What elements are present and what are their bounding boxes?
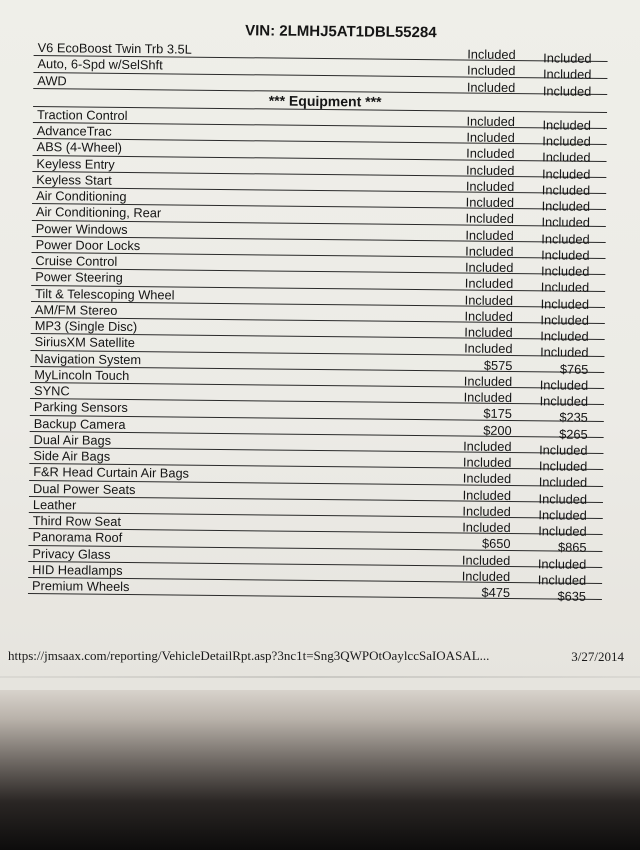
invoice-value: $265 bbox=[559, 426, 588, 442]
msrp-value: Included bbox=[465, 178, 515, 194]
invoice-value: Included bbox=[542, 133, 591, 149]
msrp-value: Included bbox=[466, 113, 516, 129]
invoice-value: Included bbox=[542, 149, 591, 166]
item-label: AM/FM Stereo bbox=[34, 301, 118, 318]
msrp-value: Included bbox=[466, 79, 516, 95]
msrp-value: Included bbox=[465, 243, 514, 259]
msrp-value: Included bbox=[464, 324, 513, 341]
invoice-value: Included bbox=[537, 555, 587, 572]
msrp-value: Included bbox=[464, 292, 514, 308]
msrp-value: Included bbox=[462, 487, 512, 503]
msrp-value: Included bbox=[465, 194, 515, 211]
msrp-value: Included bbox=[464, 259, 514, 276]
msrp-value: Included bbox=[463, 438, 512, 454]
invoice-value: Included bbox=[541, 198, 591, 214]
msrp-value: Included bbox=[467, 46, 516, 63]
msrp-value: Included bbox=[462, 519, 511, 536]
msrp-value: Included bbox=[464, 340, 513, 357]
item-label: Dual Power Seats bbox=[32, 480, 136, 497]
invoice-value: Included bbox=[539, 393, 589, 409]
item-label: Keyless Entry bbox=[36, 155, 115, 172]
item-label: Cruise Control bbox=[35, 253, 118, 269]
item-label: Premium Wheels bbox=[31, 578, 130, 595]
msrp-value: Included bbox=[466, 129, 515, 146]
item-label: Air Conditioning, Rear bbox=[35, 204, 162, 221]
msrp-value: $175 bbox=[483, 405, 512, 422]
invoice-value: Included bbox=[540, 279, 590, 296]
item-label: Side Air Bags bbox=[33, 448, 111, 464]
msrp-value: Included bbox=[465, 162, 515, 178]
invoice-value: Included bbox=[540, 312, 589, 328]
invoice-value: Included bbox=[540, 295, 590, 312]
invoice-value: Included bbox=[541, 247, 590, 263]
item-label: Keyless Start bbox=[36, 171, 112, 188]
item-label: Auto, 6-Spd w/SelShft bbox=[37, 56, 163, 73]
item-label: Power Steering bbox=[35, 269, 123, 286]
msrp-value: Included bbox=[461, 552, 511, 568]
footer-date: 3/27/2014 bbox=[571, 649, 624, 664]
item-label: Parking Sensors bbox=[33, 399, 128, 416]
page-crease bbox=[0, 676, 640, 678]
msrp-value: Included bbox=[462, 470, 512, 487]
item-label: Backup Camera bbox=[33, 415, 126, 432]
invoice-value: $635 bbox=[557, 588, 587, 604]
equipment-section-title: *** Equipment *** bbox=[33, 89, 607, 113]
item-label: AdvanceTrac bbox=[36, 123, 112, 139]
msrp-value: Included bbox=[463, 373, 513, 389]
item-label: ABS (4-Wheel) bbox=[36, 139, 123, 156]
item-label: Panorama Roof bbox=[32, 529, 123, 546]
invoice-value: Included bbox=[538, 474, 588, 491]
item-label: Power Door Locks bbox=[35, 236, 141, 253]
invoice-value: Included bbox=[543, 50, 592, 66]
invoice-value: Included bbox=[538, 490, 588, 507]
item-label: Third Row Seat bbox=[32, 513, 122, 529]
msrp-value: Included bbox=[465, 210, 515, 227]
item-label: F&R Head Curtain Air Bags bbox=[33, 464, 190, 481]
msrp-value: $475 bbox=[481, 584, 511, 601]
msrp-value: Included bbox=[462, 503, 511, 519]
item-label: Air Conditioning bbox=[36, 188, 127, 204]
invoice-value: Included bbox=[541, 165, 591, 182]
item-label: AWD bbox=[37, 72, 67, 88]
invoice-value: Included bbox=[542, 82, 592, 99]
invoice-value: Included bbox=[541, 214, 590, 231]
item-label: HID Headlamps bbox=[32, 561, 123, 578]
invoice-value: Included bbox=[540, 263, 590, 279]
item-label: Power Windows bbox=[35, 220, 128, 237]
invoice-value: Included bbox=[541, 182, 591, 198]
table-surface bbox=[0, 690, 640, 850]
item-label: Navigation System bbox=[34, 350, 142, 367]
msrp-value: $200 bbox=[483, 422, 512, 438]
msrp-value: Included bbox=[462, 454, 512, 471]
item-label: SYNC bbox=[34, 383, 70, 399]
msrp-value: Included bbox=[466, 145, 515, 162]
invoice-value: Included bbox=[542, 66, 592, 83]
item-label: Traction Control bbox=[36, 106, 128, 123]
invoice-value: Included bbox=[541, 230, 590, 247]
msrp-value: Included bbox=[461, 568, 511, 584]
msrp-value: Included bbox=[465, 227, 514, 243]
equipment-list bbox=[28, 106, 607, 604]
invoice-value: Included bbox=[539, 377, 589, 393]
invoice-value: $865 bbox=[557, 539, 587, 556]
msrp-value: Included bbox=[464, 275, 514, 292]
msrp-value: Included bbox=[467, 62, 516, 79]
invoice-value: Included bbox=[538, 507, 587, 523]
footer-url: https://jmsaax.com/reporting/VehicleDetailRpt.asp?3nc1t=Sng3QWPOtOaylccSaIOASAL... bbox=[8, 648, 490, 663]
invoice-value: Included bbox=[539, 442, 588, 458]
invoice-value: $235 bbox=[559, 409, 588, 426]
msrp-value: $575 bbox=[483, 357, 513, 373]
item-label: Tilt & Telescoping Wheel bbox=[35, 285, 175, 302]
item-label: V6 EcoBoost Twin Trb 3.5L bbox=[37, 40, 192, 57]
powertrain-list bbox=[33, 40, 607, 99]
msrp-value: Included bbox=[464, 308, 513, 324]
msrp-value: Included bbox=[463, 389, 513, 406]
vehicle-detail-report bbox=[28, 18, 608, 604]
item-label: Dual Air Bags bbox=[33, 431, 112, 448]
item-label: SiriusXM Satellite bbox=[34, 334, 135, 351]
invoice-value: Included bbox=[538, 523, 587, 539]
invoice-value: Included bbox=[538, 458, 588, 474]
msrp-value: $650 bbox=[481, 535, 511, 552]
item-label: MP3 (Single Disc) bbox=[34, 318, 138, 335]
item-label: Leather bbox=[32, 496, 77, 513]
item-label: MyLincoln Touch bbox=[34, 366, 130, 383]
invoice-value: Included bbox=[542, 117, 591, 133]
item-label: Privacy Glass bbox=[32, 545, 111, 562]
vin-heading: VIN: 2LMHJ5AT1DBL55284 bbox=[245, 22, 437, 42]
invoice-value: Included bbox=[537, 572, 587, 588]
invoice-value: $765 bbox=[559, 361, 589, 377]
invoice-value: Included bbox=[540, 344, 589, 361]
invoice-value: Included bbox=[540, 328, 589, 344]
